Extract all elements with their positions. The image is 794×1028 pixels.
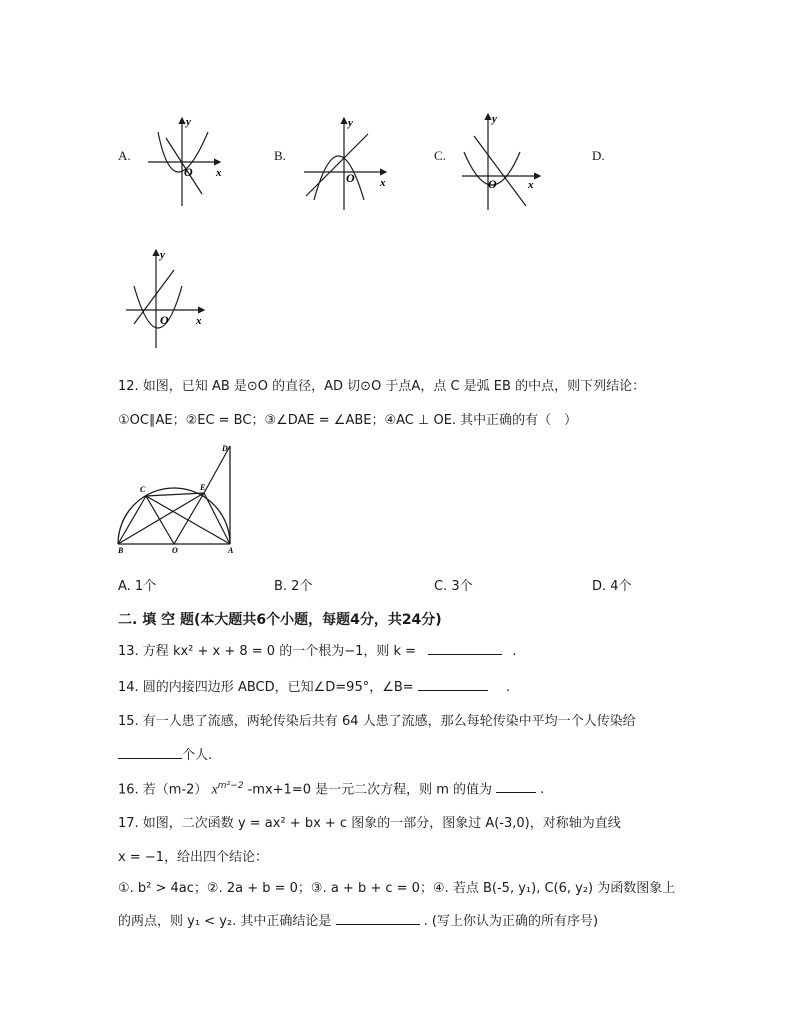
q17-line3: ①. b² > 4ac；②. 2a + b = 0；③. a + b + c = 0；④. 若点 B(-5, y₁), C(6, y₂) 为函数图象上 — [118, 881, 676, 896]
graph-b-origin: O — [346, 171, 355, 185]
q16-rest: -mx+1=0 是一元二次方程，则 m 的值为 — [243, 782, 493, 798]
graph-a — [144, 112, 234, 208]
q12-label-a: A — [228, 546, 234, 554]
graph-a-y-label: y — [186, 116, 191, 128]
q12-answer-a: A. 1个 — [118, 579, 157, 594]
q17-line4-prefix: 的两点，则 y₁ < y₂. 其中正确结论是 — [118, 914, 332, 929]
q12-label-e: E — [200, 483, 206, 492]
option-d-label: D. — [592, 148, 605, 163]
q15-suffix: 个人. — [182, 748, 213, 763]
q12-label-d: D — [222, 444, 228, 453]
q15-line2 — [118, 746, 212, 765]
graph-d-x-label: x — [196, 315, 202, 327]
graph-d — [124, 246, 214, 350]
q12-answer-c: C. 3个 — [434, 579, 473, 594]
q13 — [118, 642, 516, 661]
q16-blank[interactable] — [496, 780, 536, 793]
q16-expr: x — [211, 782, 218, 798]
q16-exponent: m²−2 — [217, 781, 244, 791]
graph-a-origin: O — [184, 165, 193, 179]
q14-end: . — [505, 680, 511, 695]
graph-c-y-label: y — [492, 113, 497, 125]
q14-text: 14. 圆的内接四边形 ABCD，已知∠D=95°，∠B= — [118, 680, 414, 695]
q12-answer-b: B. 2个 — [274, 579, 313, 594]
q13-blank[interactable] — [428, 642, 502, 655]
graph-b-x-label: x — [380, 177, 386, 189]
graph-d-y-label: y — [160, 249, 165, 261]
q12-conclusions: ①OC∥AE；②EC = BC；③∠DAE = ∠ABE；④AC ⊥ OE. 其中正确的有（ ） — [118, 413, 578, 428]
q17-line4-suffix: . (写上你认为正确的所有序号) — [423, 914, 599, 929]
q14-blank[interactable] — [418, 678, 488, 691]
q17-line4 — [118, 912, 598, 931]
q17-line1: 17. 如图，二次函数 y = ax² + bx + c 图象的一部分，图象过 A(-3,0)，对称轴为直线 — [118, 816, 621, 831]
q15-blank[interactable] — [118, 746, 182, 759]
section-fill-in-title: 二. 填 空 题(本大题共6个小题，每题4分，共24分) — [118, 612, 442, 628]
q14 — [118, 678, 510, 697]
q17-blank[interactable] — [336, 912, 420, 925]
graph-b — [300, 116, 396, 212]
graph-b-y-label: y — [348, 117, 353, 129]
option-c-label: C. — [434, 148, 446, 163]
q12-figure — [116, 442, 246, 554]
q12-stem: 12. 如图，已知 AB 是⊙O 的直径，AD 切⊙O 于点A，点 C 是弧 EB 的中点，则下列结论： — [118, 379, 646, 394]
q16-prefix: 16. 若（m-2） — [118, 782, 208, 798]
q17-line2: x = −1，给出四个结论： — [118, 850, 269, 865]
graph-c-origin: O — [488, 177, 497, 191]
q16 — [118, 777, 544, 799]
q12-label-o: O — [172, 546, 178, 554]
option-a-label: A. — [118, 148, 131, 163]
graph-d-origin: O — [160, 313, 169, 327]
q15-line1: 15. 有一人患了流感，两轮传染后共有 64 人患了流感，那么每轮传染中平均一个人传染给 — [118, 714, 636, 729]
graph-c — [458, 110, 544, 212]
q12-label-c: C — [140, 485, 146, 494]
graph-a-x-label: x — [216, 167, 222, 179]
q12-label-b: B — [118, 546, 124, 554]
q12-answer-d: D. 4个 — [592, 579, 632, 594]
q13-text: 13. 方程 kx² + x + 8 = 0 的一个根为−1，则 k = — [118, 644, 417, 659]
graph-c-x-label: x — [528, 179, 534, 191]
q16-end: . — [540, 782, 545, 798]
option-b-label: B. — [274, 148, 286, 163]
q13-end: . — [512, 644, 517, 659]
